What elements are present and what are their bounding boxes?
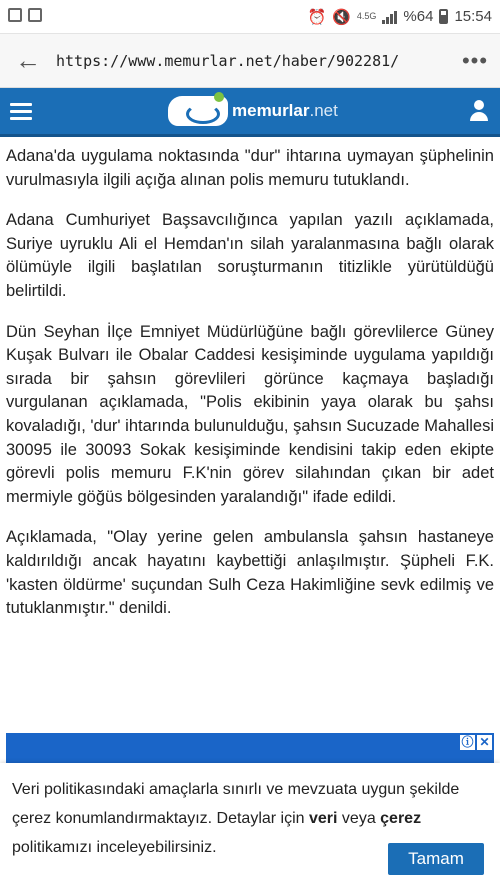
turkey-map-logo-icon [168, 96, 228, 126]
logo-suffix: .net [309, 101, 338, 120]
back-arrow-icon[interactable]: ← [15, 45, 41, 75]
battery-icon [439, 9, 448, 24]
article-paragraph: Adana'da uygulama noktasında "dur" ihtarına uymayan şüphelinin vurulmasıyla ilgili açığa alınan polis memuru tutuklandı. [6, 147, 494, 189]
logo-text [232, 101, 338, 121]
battery-percent: %64 [403, 8, 434, 25]
site-logo[interactable] [168, 96, 338, 126]
article-paragraph: Açıklamada, "Olay yerine gelen ambulansla şahsın hastaneye kaldırıldığı ancak hayatını kaybettiği anlaşılmıştır. Şüpheli F.K. 'kasten öldürme' suçundan Sulh Ceza Hakimliğine sevk edilmiş ve tutuklanmıştır." denildi. [6, 528, 494, 618]
cookie-consent-banner [0, 763, 500, 888]
ad-controls [460, 735, 492, 750]
article-paragraph: Dün Seyhan İlçe Emniyet Müdürlüğüne bağlı görevlilerce Güney Kuşak Bulvarı ile Obalar Caddesi kesişiminde uygulama yapıldığı sırada bir şahsın görevlileri görünce kaçmaya başladığı vurgulanan açıklamada, "Polis ekibinin yaya olarak bu şahsı kovaladığı, 'dur' ihtarında bulunulduğu, şahsın Sucuzade Mahallesi 30095 ile 30093 Sokak kesişiminde kendisini takip eden ekipte görevli polis memuru F.K'nin görev silahından çıkan bir adet mermiyle göğüs bölgesinden yaralandığı" ifade edildi. [6, 322, 494, 506]
article-paragraph: Adana Cumhuriyet Başsavcılığınca yapılan yazılı açıklamada, Suriye uyruklu Ali el Hemdan'ın silah yaralanmasına bağlı olarak ölümüyle ilgili başlatılan soruşturmanın titizlikle yürütüldüğü belirtildi. [6, 211, 494, 300]
url-field[interactable]: https://www.memurlar.net/haber/902281/ [56, 51, 400, 70]
article-body [0, 137, 500, 621]
logo-main: memurlar [232, 101, 310, 120]
more-options-icon[interactable]: ••• [461, 47, 489, 73]
cookie-text: Veri politikasındaki amaçlarla sınırlı ve mevzuata uygun şekilde çerez konumlandırmaktayız. Detaylar için [12, 781, 460, 827]
accept-cookies-button[interactable]: Tamam [388, 843, 484, 875]
mute-icon: 🔇 [332, 8, 351, 26]
notification-icons [8, 8, 42, 22]
ad-info-icon[interactable]: ⓘ [461, 735, 474, 749]
data-policy-link[interactable]: veri [309, 810, 338, 827]
menu-icon[interactable] [10, 103, 32, 120]
site-header [0, 88, 500, 137]
cookie-policy-link[interactable]: çerez [380, 810, 422, 827]
gallery-notification-icon [8, 8, 22, 22]
browser-toolbar [0, 34, 500, 88]
ad-banner[interactable] [6, 733, 494, 763]
status-bar [0, 0, 500, 34]
alarm-icon: ⏰ [307, 8, 327, 26]
cookie-text: veya [337, 810, 381, 827]
ad-close-icon[interactable]: ✕ [477, 735, 492, 750]
clock: 15:54 [454, 8, 492, 25]
network-type: 4.5G [356, 11, 377, 21]
user-icon[interactable] [470, 100, 488, 122]
cookie-text: politikamızı inceleyebilirsiniz. [12, 839, 217, 856]
signal-bars-icon [382, 10, 397, 24]
app-notification-icon [28, 8, 42, 22]
